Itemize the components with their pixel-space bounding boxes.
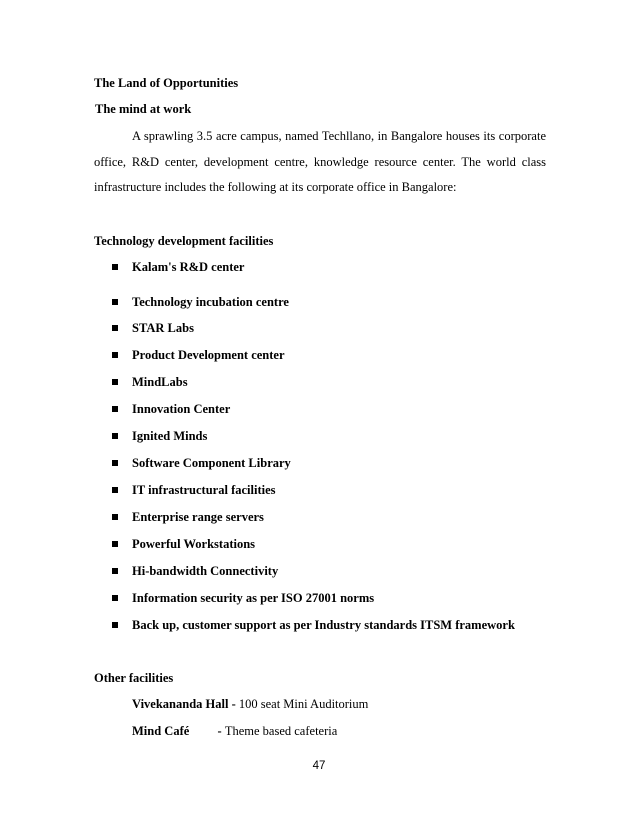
- facility-item: [132, 724, 337, 739]
- intro-line-1: A sprawling 3.5 acre campus, named Techllano, in Bangalore houses its corporate: [132, 129, 546, 143]
- intro-line-2: office, R&D center, development centre, knowledge resource center. The world class: [94, 154, 546, 169]
- bullet-square-icon: [112, 460, 118, 466]
- bullet-square-icon: [112, 487, 118, 493]
- list-item: MindLabs: [112, 375, 612, 390]
- bullet-square-icon: [112, 622, 118, 628]
- bullet-square-icon: [112, 352, 118, 358]
- bullet-square-icon: [112, 299, 118, 305]
- page-number: 47: [312, 760, 326, 772]
- section-heading-land-of-opportunities: The Land of Opportunities: [94, 76, 239, 90]
- other-facilities-heading: Other facilities: [94, 671, 174, 685]
- bullet-square-icon: [112, 514, 118, 520]
- bullet-square-icon: [112, 406, 118, 412]
- list-item: Enterprise range servers: [112, 510, 612, 525]
- list-item: Software Component Library: [112, 456, 612, 471]
- bullet-square-icon: [112, 264, 118, 270]
- bullet-square-icon: [112, 595, 118, 601]
- facility-separator: -: [211, 724, 225, 738]
- list-item: Kalam's R&D center: [112, 260, 612, 275]
- tech-facilities-heading: Technology development facilities: [94, 234, 274, 248]
- list-item: Product Development center: [112, 348, 612, 363]
- bullet-square-icon: [112, 568, 118, 574]
- bullet-square-icon: [112, 379, 118, 385]
- bullet-square-icon: [112, 325, 118, 331]
- bullet-square-icon: [112, 433, 118, 439]
- list-item: Ignited Minds: [112, 429, 612, 444]
- list-item: Innovation Center: [112, 402, 612, 417]
- facility-name: Mind Café: [132, 724, 190, 738]
- facility-description: Theme based cafeteria: [224, 724, 338, 738]
- intro-line-3: infrastructure includes the following at its corporate office in Bangalore:: [94, 180, 457, 194]
- intro-paragraph: [94, 124, 546, 201]
- facility-separator: -: [228, 697, 239, 711]
- list-item: Technology incubation centre: [112, 295, 612, 310]
- list-item: Hi-bandwidth Connectivity: [112, 564, 612, 579]
- list-item: STAR Labs: [112, 321, 612, 336]
- list-item: Information security as per ISO 27001 norms: [112, 591, 612, 606]
- facility-item: [132, 697, 368, 712]
- facility-description: 100 seat Mini Auditorium: [238, 697, 369, 711]
- bullet-square-icon: [112, 541, 118, 547]
- facility-name: Vivekananda Hall: [132, 697, 229, 711]
- list-item: Back up, customer support as per Industry standards ITSM framework: [112, 618, 612, 633]
- subheading-mind-at-work: The mind at work: [95, 102, 192, 116]
- list-item: Powerful Workstations: [112, 537, 612, 552]
- list-item: IT infrastructural facilities: [112, 483, 612, 498]
